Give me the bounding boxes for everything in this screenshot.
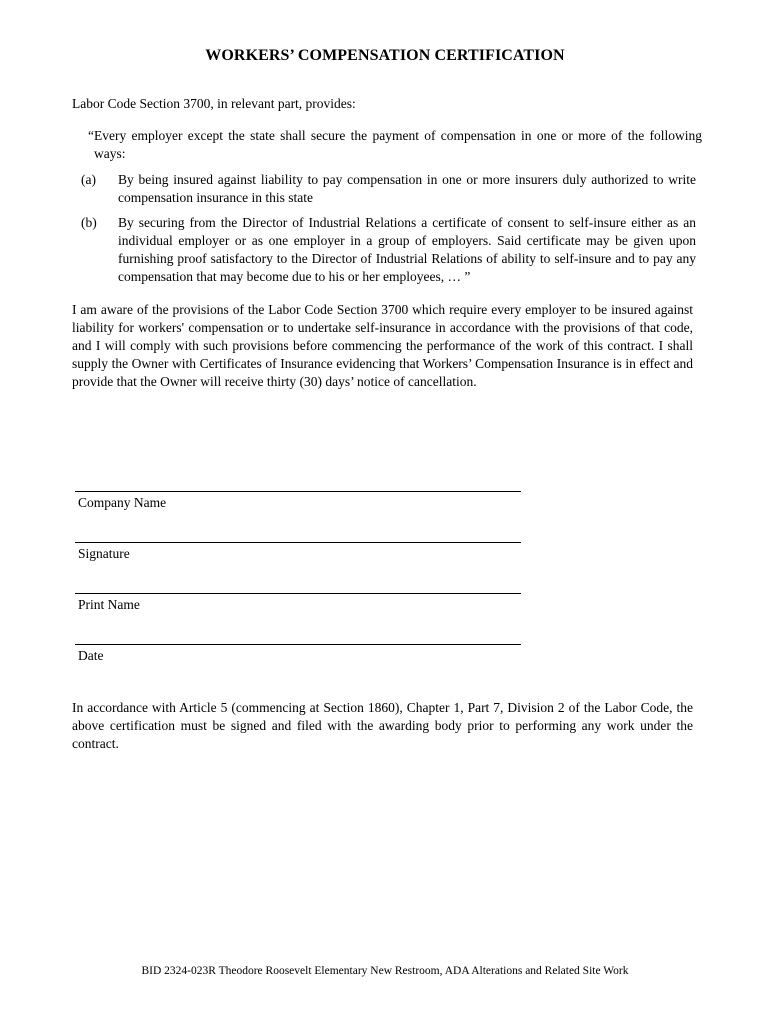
statement-paragraph: I am aware of the provisions of the Labor Code Section 3700 which require every employer to be insured against liability for workers' compensation or to undertake self-insurance in accordance with the provisions of that code, and I will comply with such provisions before commencing the performance of the work of this contract. I shall supply the Owner with Certificates of Insurance evidencing that Workers’ Compensation Insurance is in effect and provide that the Owner will receive thirty (30) days’ notice of cancellation.: [72, 302, 693, 389]
quote-lead: “Every employer except the state shall secure the payment of compensation in one or more of the following ways:: [88, 128, 702, 161]
field-label: Signature: [78, 546, 130, 561]
list-item-b: [81, 214, 696, 286]
signature-line: [75, 644, 521, 645]
signature-line: [75, 542, 521, 543]
intro-text: Labor Code Section 3700, in relevant part, provides:: [72, 96, 356, 111]
closing-paragraph: In accordance with Article 5 (commencing at Section 1860), Chapter 1, Part 7, Division 2 of the Labor Code, the above certification must be signed and filed with the awarding body prior to performing any work under the contract.: [72, 700, 693, 751]
page-footer: BID 2324-023R Theodore Roosevelt Elementary New Restroom, ADA Alterations and Related Site Work: [141, 965, 629, 977]
list-item-text: By being insured against liability to pay compensation in one or more insurers duly authorized to write compensation insurance in this state: [118, 172, 696, 205]
field-label: Company Name: [78, 495, 167, 510]
print-name-field[interactable]: [75, 593, 521, 613]
field-label: Print Name: [78, 597, 140, 612]
list-item-label: (a): [81, 172, 96, 187]
field-label: Date: [78, 648, 104, 663]
list-item-a: [81, 171, 696, 207]
date-field[interactable]: [75, 644, 521, 664]
list-item-label: (b): [81, 215, 97, 230]
list-item-text: By securing from the Director of Industrial Relations a certificate of consent to self-insure either as an individual employer or as one employer in a group of employers. Said certificate may be given upon furnishing proof satisfactory to the Director of Industrial Relations of ability to self-insure and to pay any compensation that may become due to his or her employees, … ”: [118, 215, 696, 284]
company-name-field[interactable]: [75, 491, 521, 511]
signature-line: [75, 491, 521, 492]
signature-field[interactable]: [75, 542, 521, 562]
signature-line: [75, 593, 521, 594]
document-title: WORKERS’ COMPENSATION CERTIFICATION: [205, 47, 565, 64]
